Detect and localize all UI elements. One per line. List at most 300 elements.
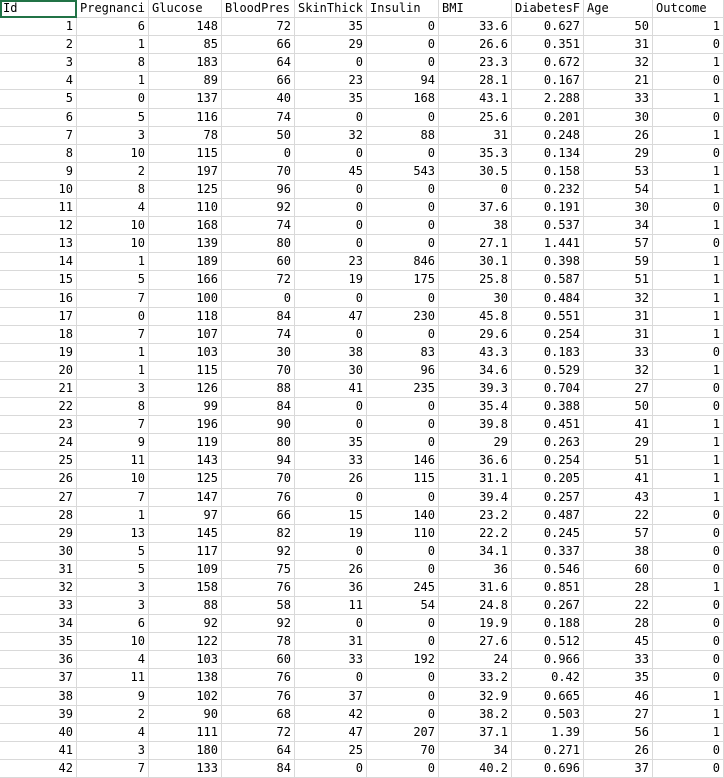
- table-cell[interactable]: 64: [222, 54, 295, 72]
- table-cell[interactable]: 32.9: [439, 688, 512, 706]
- table-cell[interactable]: 0: [222, 290, 295, 308]
- table-cell[interactable]: 29: [584, 434, 653, 452]
- table-cell[interactable]: 30: [0, 543, 77, 561]
- header-cell-skinthickness[interactable]: SkinThick: [295, 0, 367, 18]
- table-cell[interactable]: 33: [584, 651, 653, 669]
- table-cell[interactable]: 41: [295, 380, 367, 398]
- table-cell[interactable]: 118: [149, 308, 222, 326]
- table-cell[interactable]: 96: [222, 181, 295, 199]
- table-cell[interactable]: 88: [367, 127, 439, 145]
- table-cell[interactable]: 41: [584, 470, 653, 488]
- table-cell[interactable]: 72: [222, 271, 295, 289]
- header-cell-insulin[interactable]: Insulin: [367, 0, 439, 18]
- table-cell[interactable]: 76: [222, 489, 295, 507]
- table-cell[interactable]: 8: [77, 54, 149, 72]
- table-cell[interactable]: 35: [295, 434, 367, 452]
- table-cell[interactable]: 100: [149, 290, 222, 308]
- table-cell[interactable]: 83: [367, 344, 439, 362]
- table-cell[interactable]: 57: [584, 235, 653, 253]
- table-cell[interactable]: 10: [77, 235, 149, 253]
- table-cell[interactable]: 3: [77, 742, 149, 760]
- table-cell[interactable]: 45.8: [439, 308, 512, 326]
- header-cell-outcome[interactable]: Outcome: [653, 0, 724, 18]
- table-cell[interactable]: 8: [0, 145, 77, 163]
- table-cell[interactable]: 1: [77, 36, 149, 54]
- table-cell[interactable]: 23: [0, 416, 77, 434]
- table-cell[interactable]: 43: [584, 489, 653, 507]
- table-cell[interactable]: 1: [653, 18, 724, 36]
- table-cell[interactable]: 70: [222, 362, 295, 380]
- table-cell[interactable]: 64: [222, 742, 295, 760]
- table-cell[interactable]: 103: [149, 344, 222, 362]
- table-cell[interactable]: 146: [367, 452, 439, 470]
- table-cell[interactable]: 0.257: [512, 489, 584, 507]
- table-cell[interactable]: 115: [149, 362, 222, 380]
- table-cell[interactable]: 29: [295, 36, 367, 54]
- table-cell[interactable]: 30: [439, 290, 512, 308]
- table-cell[interactable]: 29.6: [439, 326, 512, 344]
- header-cell-age[interactable]: Age: [584, 0, 653, 18]
- header-cell-id[interactable]: Id: [0, 0, 77, 18]
- table-cell[interactable]: 0: [653, 380, 724, 398]
- table-cell[interactable]: 31.6: [439, 579, 512, 597]
- table-cell[interactable]: 1: [77, 507, 149, 525]
- table-cell[interactable]: 115: [149, 145, 222, 163]
- table-cell[interactable]: 70: [367, 742, 439, 760]
- table-cell[interactable]: 1: [653, 452, 724, 470]
- table-cell[interactable]: 0: [367, 760, 439, 778]
- table-cell[interactable]: 34: [439, 742, 512, 760]
- table-cell[interactable]: 0: [295, 398, 367, 416]
- table-cell[interactable]: 31: [584, 36, 653, 54]
- table-cell[interactable]: 22: [584, 597, 653, 615]
- table-cell[interactable]: 0.254: [512, 452, 584, 470]
- table-cell[interactable]: 22: [584, 507, 653, 525]
- table-cell[interactable]: 0: [367, 416, 439, 434]
- table-cell[interactable]: 0.167: [512, 72, 584, 90]
- table-cell[interactable]: 0: [367, 54, 439, 72]
- table-cell[interactable]: 40: [0, 724, 77, 742]
- table-cell[interactable]: 0: [367, 706, 439, 724]
- table-cell[interactable]: 38: [0, 688, 77, 706]
- table-cell[interactable]: 60: [222, 253, 295, 271]
- table-cell[interactable]: 147: [149, 489, 222, 507]
- table-cell[interactable]: 7: [77, 760, 149, 778]
- table-cell[interactable]: 26: [295, 561, 367, 579]
- table-cell[interactable]: 0.696: [512, 760, 584, 778]
- table-cell[interactable]: 119: [149, 434, 222, 452]
- table-cell[interactable]: 0.248: [512, 127, 584, 145]
- table-cell[interactable]: 10: [0, 181, 77, 199]
- table-cell[interactable]: 80: [222, 235, 295, 253]
- table-cell[interactable]: 110: [367, 525, 439, 543]
- table-cell[interactable]: 42: [295, 706, 367, 724]
- table-cell[interactable]: 34: [584, 217, 653, 235]
- table-cell[interactable]: 5: [77, 561, 149, 579]
- table-cell[interactable]: 183: [149, 54, 222, 72]
- table-cell[interactable]: 0.546: [512, 561, 584, 579]
- table-cell[interactable]: 35: [295, 90, 367, 108]
- table-cell[interactable]: 0.627: [512, 18, 584, 36]
- table-cell[interactable]: 1: [653, 326, 724, 344]
- table-cell[interactable]: 24.8: [439, 597, 512, 615]
- table-cell[interactable]: 1: [653, 54, 724, 72]
- table-cell[interactable]: 0.966: [512, 651, 584, 669]
- table-cell[interactable]: 70: [222, 470, 295, 488]
- table-cell[interactable]: 26: [584, 742, 653, 760]
- table-cell[interactable]: 92: [149, 615, 222, 633]
- header-cell-bloodpressure[interactable]: BloodPres: [222, 0, 295, 18]
- table-cell[interactable]: 31: [439, 127, 512, 145]
- table-cell[interactable]: 76: [222, 688, 295, 706]
- table-cell[interactable]: 90: [149, 706, 222, 724]
- table-cell[interactable]: 39: [0, 706, 77, 724]
- table-cell[interactable]: 35: [0, 633, 77, 651]
- table-cell[interactable]: 5: [77, 109, 149, 127]
- table-cell[interactable]: 33: [584, 90, 653, 108]
- table-cell[interactable]: 4: [77, 724, 149, 742]
- table-cell[interactable]: 39.4: [439, 489, 512, 507]
- table-cell[interactable]: 88: [149, 597, 222, 615]
- table-cell[interactable]: 0.398: [512, 253, 584, 271]
- table-cell[interactable]: 0.665: [512, 688, 584, 706]
- table-cell[interactable]: 2: [77, 706, 149, 724]
- table-cell[interactable]: 0.191: [512, 199, 584, 217]
- table-cell[interactable]: 92: [222, 543, 295, 561]
- table-cell[interactable]: 102: [149, 688, 222, 706]
- table-cell[interactable]: 111: [149, 724, 222, 742]
- table-cell[interactable]: 14: [0, 253, 77, 271]
- table-cell[interactable]: 0: [295, 217, 367, 235]
- table-cell[interactable]: 0.484: [512, 290, 584, 308]
- table-cell[interactable]: 0: [653, 36, 724, 54]
- table-cell[interactable]: 60: [222, 651, 295, 669]
- table-cell[interactable]: 30: [584, 199, 653, 217]
- table-cell[interactable]: 41: [584, 416, 653, 434]
- table-cell[interactable]: 0.183: [512, 344, 584, 362]
- table-cell[interactable]: 1: [77, 344, 149, 362]
- table-cell[interactable]: 0: [367, 326, 439, 344]
- table-cell[interactable]: 145: [149, 525, 222, 543]
- table-cell[interactable]: 28.1: [439, 72, 512, 90]
- table-cell[interactable]: 76: [222, 669, 295, 687]
- table-cell[interactable]: 24: [439, 651, 512, 669]
- table-cell[interactable]: 1: [653, 416, 724, 434]
- table-cell[interactable]: 0.134: [512, 145, 584, 163]
- table-cell[interactable]: 25: [0, 452, 77, 470]
- table-cell[interactable]: 0: [653, 235, 724, 253]
- table-cell[interactable]: 19: [295, 525, 367, 543]
- table-cell[interactable]: 47: [295, 308, 367, 326]
- table-cell[interactable]: 1: [653, 470, 724, 488]
- table-cell[interactable]: 1: [653, 90, 724, 108]
- table-cell[interactable]: 0.245: [512, 525, 584, 543]
- table-cell[interactable]: 11: [77, 452, 149, 470]
- table-cell[interactable]: 0: [653, 760, 724, 778]
- table-cell[interactable]: 82: [222, 525, 295, 543]
- table-cell[interactable]: 94: [367, 72, 439, 90]
- table-cell[interactable]: 7: [0, 127, 77, 145]
- table-cell[interactable]: 197: [149, 163, 222, 181]
- table-cell[interactable]: 33: [295, 651, 367, 669]
- table-cell[interactable]: 0.587: [512, 271, 584, 289]
- table-cell[interactable]: 21: [0, 380, 77, 398]
- table-cell[interactable]: 30.1: [439, 253, 512, 271]
- table-cell[interactable]: 0: [295, 669, 367, 687]
- table-cell[interactable]: 46: [584, 688, 653, 706]
- table-cell[interactable]: 2: [0, 36, 77, 54]
- table-cell[interactable]: 32: [584, 362, 653, 380]
- table-cell[interactable]: 11: [0, 199, 77, 217]
- table-cell[interactable]: 38: [584, 543, 653, 561]
- table-cell[interactable]: 19: [295, 271, 367, 289]
- table-cell[interactable]: 116: [149, 109, 222, 127]
- table-cell[interactable]: 0: [295, 615, 367, 633]
- table-cell[interactable]: 39.8: [439, 416, 512, 434]
- table-cell[interactable]: 15: [0, 271, 77, 289]
- table-cell[interactable]: 72: [222, 724, 295, 742]
- table-cell[interactable]: 78: [149, 127, 222, 145]
- table-cell[interactable]: 23.2: [439, 507, 512, 525]
- table-cell[interactable]: 16: [0, 290, 77, 308]
- table-cell[interactable]: 9: [77, 688, 149, 706]
- table-cell[interactable]: 4: [77, 651, 149, 669]
- table-cell[interactable]: 230: [367, 308, 439, 326]
- table-cell[interactable]: 11: [295, 597, 367, 615]
- table-cell[interactable]: 88: [222, 380, 295, 398]
- table-cell[interactable]: 18: [0, 326, 77, 344]
- table-cell[interactable]: 74: [222, 326, 295, 344]
- table-cell[interactable]: 57: [584, 525, 653, 543]
- table-cell[interactable]: 7: [77, 326, 149, 344]
- table-cell[interactable]: 168: [149, 217, 222, 235]
- table-cell[interactable]: 43.3: [439, 344, 512, 362]
- table-cell[interactable]: 53: [584, 163, 653, 181]
- table-cell[interactable]: 0: [367, 145, 439, 163]
- table-cell[interactable]: 0: [367, 217, 439, 235]
- table-cell[interactable]: 54: [584, 181, 653, 199]
- table-cell[interactable]: 80: [222, 434, 295, 452]
- table-cell[interactable]: 8: [77, 181, 149, 199]
- table-cell[interactable]: 31: [584, 308, 653, 326]
- table-cell[interactable]: 1.39: [512, 724, 584, 742]
- table-cell[interactable]: 0.487: [512, 507, 584, 525]
- table-cell[interactable]: 1: [653, 217, 724, 235]
- table-cell[interactable]: 0.351: [512, 36, 584, 54]
- table-cell[interactable]: 0: [653, 507, 724, 525]
- table-cell[interactable]: 37.1: [439, 724, 512, 742]
- table-cell[interactable]: 543: [367, 163, 439, 181]
- table-cell[interactable]: 13: [0, 235, 77, 253]
- table-cell[interactable]: 4: [77, 199, 149, 217]
- table-cell[interactable]: 168: [367, 90, 439, 108]
- table-cell[interactable]: 51: [584, 452, 653, 470]
- table-cell[interactable]: 2: [77, 163, 149, 181]
- table-cell[interactable]: 0: [653, 615, 724, 633]
- table-cell[interactable]: 0: [295, 109, 367, 127]
- table-cell[interactable]: 32: [0, 579, 77, 597]
- table-cell[interactable]: 0: [653, 633, 724, 651]
- table-cell[interactable]: 41: [0, 742, 77, 760]
- table-cell[interactable]: 0.512: [512, 633, 584, 651]
- table-cell[interactable]: 10: [77, 470, 149, 488]
- table-cell[interactable]: 72: [222, 18, 295, 36]
- table-cell[interactable]: 13: [77, 525, 149, 543]
- table-cell[interactable]: 0.451: [512, 416, 584, 434]
- table-cell[interactable]: 158: [149, 579, 222, 597]
- table-cell[interactable]: 45: [584, 633, 653, 651]
- table-cell[interactable]: 32: [295, 127, 367, 145]
- table-cell[interactable]: 25.8: [439, 271, 512, 289]
- table-cell[interactable]: 1: [653, 434, 724, 452]
- table-cell[interactable]: 5: [77, 271, 149, 289]
- table-cell[interactable]: 27.1: [439, 235, 512, 253]
- table-cell[interactable]: 3: [77, 597, 149, 615]
- table-cell[interactable]: 1: [77, 362, 149, 380]
- header-cell-pregnancies[interactable]: Pregnanci: [77, 0, 149, 18]
- table-cell[interactable]: 74: [222, 109, 295, 127]
- table-cell[interactable]: 1: [653, 706, 724, 724]
- table-cell[interactable]: 0: [653, 543, 724, 561]
- table-cell[interactable]: 96: [367, 362, 439, 380]
- table-cell[interactable]: 43.1: [439, 90, 512, 108]
- table-cell[interactable]: 0: [295, 145, 367, 163]
- table-cell[interactable]: 38: [295, 344, 367, 362]
- table-cell[interactable]: 37.6: [439, 199, 512, 217]
- table-cell[interactable]: 30: [295, 362, 367, 380]
- table-cell[interactable]: 33: [295, 452, 367, 470]
- table-cell[interactable]: 0.158: [512, 163, 584, 181]
- table-cell[interactable]: 32: [584, 54, 653, 72]
- table-cell[interactable]: 54: [367, 597, 439, 615]
- table-cell[interactable]: 34.6: [439, 362, 512, 380]
- table-cell[interactable]: 0: [439, 181, 512, 199]
- table-cell[interactable]: 0: [295, 181, 367, 199]
- table-cell[interactable]: 115: [367, 470, 439, 488]
- table-cell[interactable]: 1: [77, 253, 149, 271]
- table-cell[interactable]: 0.551: [512, 308, 584, 326]
- table-cell[interactable]: 33.2: [439, 669, 512, 687]
- table-cell[interactable]: 7: [77, 290, 149, 308]
- table-cell[interactable]: 27.6: [439, 633, 512, 651]
- table-cell[interactable]: 0: [367, 290, 439, 308]
- table-cell[interactable]: 0: [653, 72, 724, 90]
- table-cell[interactable]: 0: [367, 489, 439, 507]
- table-cell[interactable]: 92: [222, 615, 295, 633]
- table-cell[interactable]: 89: [149, 72, 222, 90]
- table-cell[interactable]: 0: [295, 290, 367, 308]
- table-cell[interactable]: 0: [367, 615, 439, 633]
- table-cell[interactable]: 125: [149, 181, 222, 199]
- table-cell[interactable]: 0: [367, 199, 439, 217]
- table-cell[interactable]: 29: [439, 434, 512, 452]
- table-cell[interactable]: 192: [367, 651, 439, 669]
- table-cell[interactable]: 92: [222, 199, 295, 217]
- table-cell[interactable]: 0: [653, 597, 724, 615]
- table-cell[interactable]: 66: [222, 36, 295, 54]
- table-cell[interactable]: 1: [0, 18, 77, 36]
- table-cell[interactable]: 0: [77, 90, 149, 108]
- table-cell[interactable]: 94: [222, 452, 295, 470]
- table-cell[interactable]: 28: [584, 615, 653, 633]
- table-cell[interactable]: 143: [149, 452, 222, 470]
- header-cell-diabetespedigreefunction[interactable]: DiabetesF: [512, 0, 584, 18]
- table-cell[interactable]: 42: [0, 760, 77, 778]
- table-cell[interactable]: 24: [0, 434, 77, 452]
- table-cell[interactable]: 35: [584, 669, 653, 687]
- table-cell[interactable]: 0.503: [512, 706, 584, 724]
- table-cell[interactable]: 26: [584, 127, 653, 145]
- table-cell[interactable]: 1: [653, 489, 724, 507]
- table-cell[interactable]: 0: [295, 760, 367, 778]
- table-cell[interactable]: 34.1: [439, 543, 512, 561]
- table-cell[interactable]: 110: [149, 199, 222, 217]
- table-cell[interactable]: 0.337: [512, 543, 584, 561]
- table-cell[interactable]: 28: [584, 579, 653, 597]
- table-cell[interactable]: 1: [653, 308, 724, 326]
- table-cell[interactable]: 0: [367, 181, 439, 199]
- table-cell[interactable]: 0.388: [512, 398, 584, 416]
- table-cell[interactable]: 0.537: [512, 217, 584, 235]
- table-cell[interactable]: 29: [584, 145, 653, 163]
- table-cell[interactable]: 45: [295, 163, 367, 181]
- table-cell[interactable]: 25.6: [439, 109, 512, 127]
- table-cell[interactable]: 0: [653, 561, 724, 579]
- table-cell[interactable]: 22.2: [439, 525, 512, 543]
- table-cell[interactable]: 138: [149, 669, 222, 687]
- table-cell[interactable]: 0.42: [512, 669, 584, 687]
- table-cell[interactable]: 1: [653, 127, 724, 145]
- table-cell[interactable]: 12: [0, 217, 77, 235]
- table-cell[interactable]: 33.6: [439, 18, 512, 36]
- table-cell[interactable]: 23: [295, 253, 367, 271]
- table-cell[interactable]: 51: [584, 271, 653, 289]
- table-cell[interactable]: 1.441: [512, 235, 584, 253]
- table-cell[interactable]: 235: [367, 380, 439, 398]
- table-cell[interactable]: 31: [584, 326, 653, 344]
- table-cell[interactable]: 29: [0, 525, 77, 543]
- table-cell[interactable]: 6: [77, 18, 149, 36]
- table-cell[interactable]: 26: [295, 470, 367, 488]
- table-cell[interactable]: 125: [149, 470, 222, 488]
- table-cell[interactable]: 0: [295, 54, 367, 72]
- table-cell[interactable]: 56: [584, 724, 653, 742]
- table-cell[interactable]: 0.263: [512, 434, 584, 452]
- table-cell[interactable]: 5: [77, 543, 149, 561]
- table-cell[interactable]: 0.851: [512, 579, 584, 597]
- table-cell[interactable]: 180: [149, 742, 222, 760]
- table-cell[interactable]: 2.288: [512, 90, 584, 108]
- table-cell[interactable]: 30: [222, 344, 295, 362]
- table-cell[interactable]: 0: [367, 669, 439, 687]
- table-cell[interactable]: 20: [0, 362, 77, 380]
- table-cell[interactable]: 75: [222, 561, 295, 579]
- table-cell[interactable]: 23.3: [439, 54, 512, 72]
- table-cell[interactable]: 34: [0, 615, 77, 633]
- table-cell[interactable]: 28: [0, 507, 77, 525]
- table-cell[interactable]: 1: [653, 688, 724, 706]
- table-cell[interactable]: 3: [77, 380, 149, 398]
- table-cell[interactable]: 23: [295, 72, 367, 90]
- table-cell[interactable]: 36.6: [439, 452, 512, 470]
- table-cell[interactable]: 245: [367, 579, 439, 597]
- table-cell[interactable]: 0: [653, 398, 724, 416]
- table-cell[interactable]: 0: [295, 416, 367, 434]
- table-cell[interactable]: 3: [77, 127, 149, 145]
- table-cell[interactable]: 166: [149, 271, 222, 289]
- table-cell[interactable]: 50: [222, 127, 295, 145]
- table-cell[interactable]: 0: [653, 525, 724, 543]
